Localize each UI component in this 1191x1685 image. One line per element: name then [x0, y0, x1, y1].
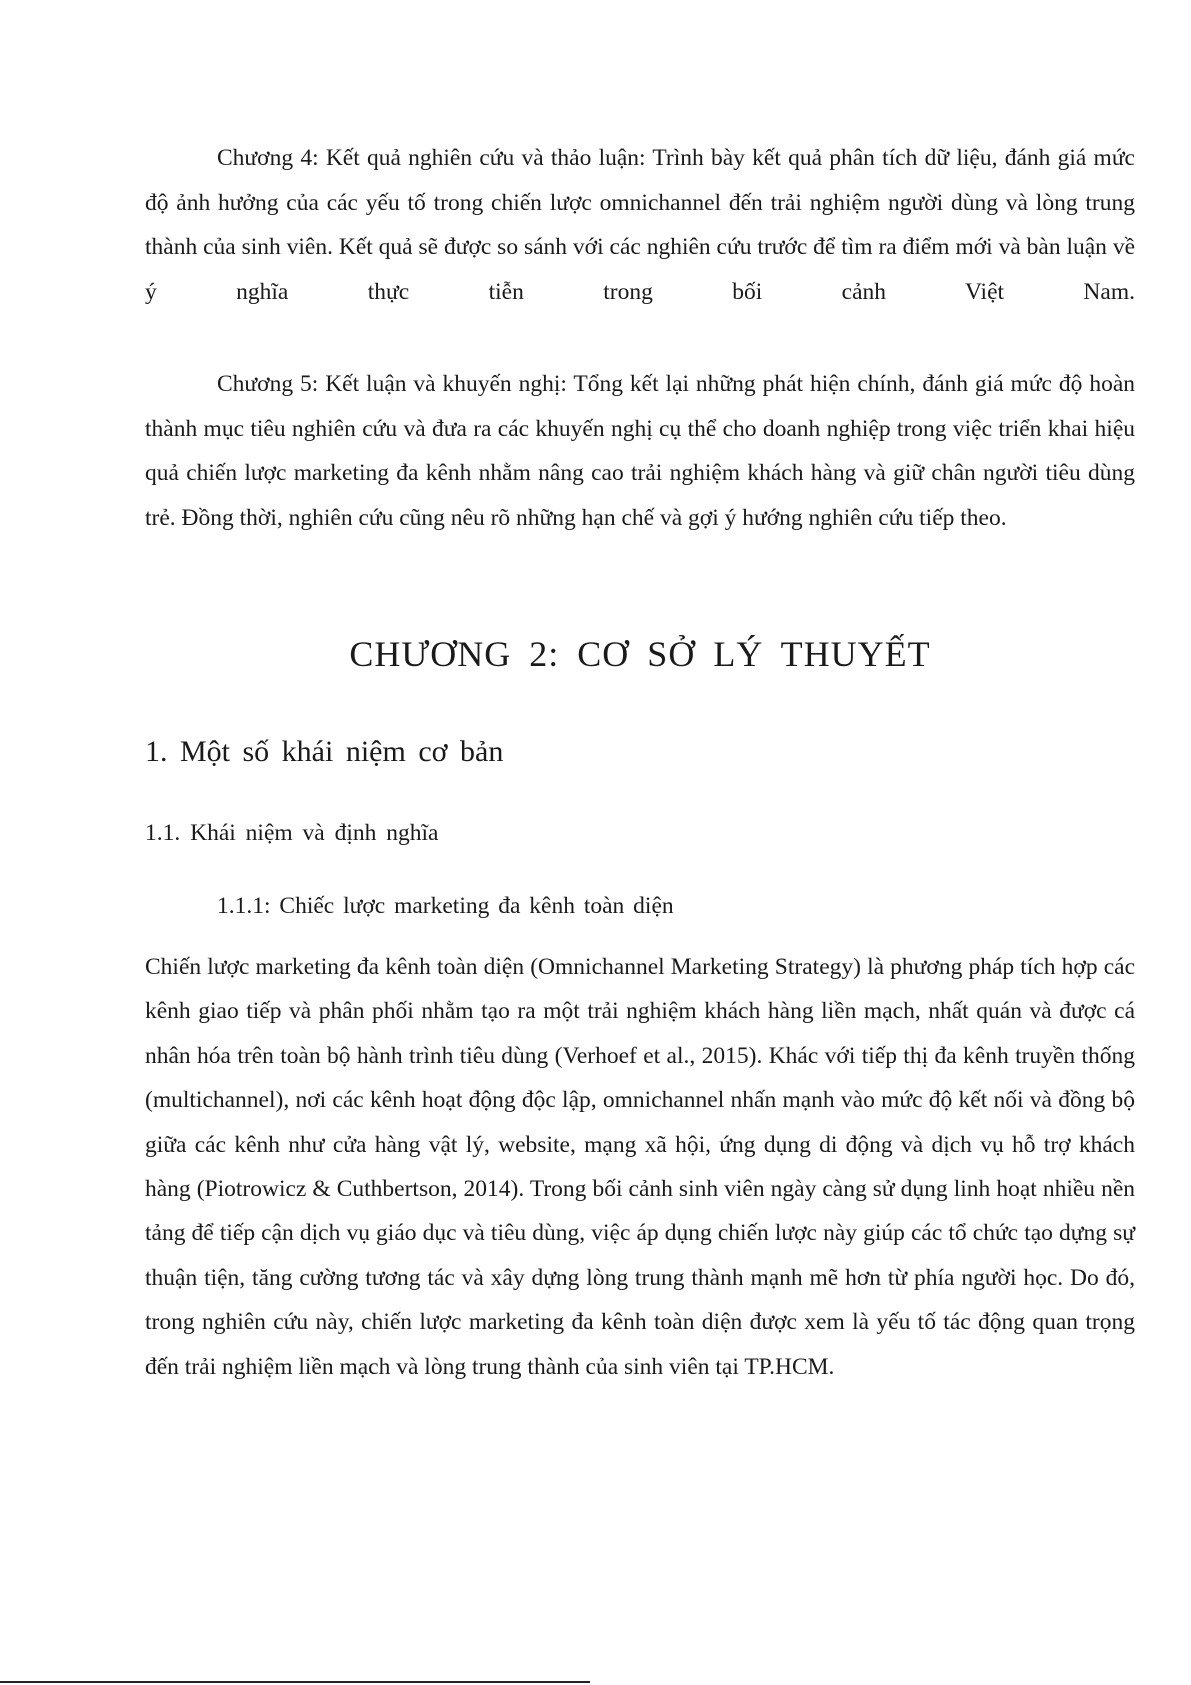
section-heading-1-1-1: 1.1.1: Chiếc lược marketing đa kênh toàn diện [217, 893, 674, 919]
footer-divider [0, 1681, 590, 1683]
omnichannel-definition-paragraph: Chiến lược marketing đa kênh toàn diện (Omnichannel Marketing Strategy) là phương pháp tích hợp các kênh giao tiếp và phân phối nhằm tạo ra một trải nghiệm khách hàng liền mạch, nhất quán và được cá nhân hóa trên toàn bộ hành trình tiêu dùng (Verhoef et al., 2015). Khác với tiếp thị đa kênh truyền thống (multichannel), nơi các kênh hoạt động độc lập, omnichannel nhấn mạnh vào mức độ kết nối và đồng bộ giữa các kênh như cửa hàng vật lý, website, mạng xã hội, ứng dụng di động và dịch vụ hỗ trợ khách hàng (Piotrowicz & Cuthbertson, 2014). Trong bối cảnh sinh viên ngày càng sử dụng linh hoạt nhiều nền tảng để tiếp cận dịch vụ giáo dục và tiêu dùng, việc áp dụng chiến lược này giúp các tổ chức tạo dựng sự thuận tiện, tăng cường tương tác và xây dựng lòng trung thành mạnh mẽ hơn từ phía người học. Do đó, trong nghiên cứu này, chiến lược marketing đa kênh toàn diện được xem là yếu tố tác động quan trọng đến trải nghiệm liền mạch và lòng trung thành của sinh viên tại TP.HCM. [145, 954, 1135, 1380]
chapter-5-summary-paragraph: Chương 5: Kết luận và khuyến nghị: Tổng kết lại những phát hiện chính, đánh giá mức độ hoàn thành mục tiêu nghiên cứu và đưa ra các khuyến nghị cụ thể cho doanh nghiệp trong việc triển khai hiệu quả chiến lược marketing đa kênh nhằm nâng cao trải nghiệm khách hàng và giữ chân người tiêu dùng trẻ. Đồng thời, nghiên cứu cũng nêu rõ những hạn chế và gợi ý hướng nghiên cứu tiếp theo. [145, 371, 1135, 531]
section-heading-1-1: 1.1. Khái niệm và định nghĩa [145, 820, 439, 846]
section-heading-1: 1. Một số khái niệm cơ bản [145, 735, 504, 768]
chapter-4-summary-paragraph: Chương 4: Kết quả nghiên cứu và thảo luận: Trình bày kết quả phân tích dữ liệu, đánh giá mức độ ảnh hưởng của các yếu tố trong chiến lược omnichannel đến trải nghiệm người dùng và lòng trung thành của sinh viên. Kết quả sẽ được so sánh với các nghiên cứu trước để tìm ra điểm mới và bàn luận về ý nghĩa thực tiễn trong bối cảnh Việt Nam. [145, 145, 1135, 305]
chapter-title: CHƯƠNG 2: CƠ SỞ LÝ THUYẾT [349, 634, 931, 674]
